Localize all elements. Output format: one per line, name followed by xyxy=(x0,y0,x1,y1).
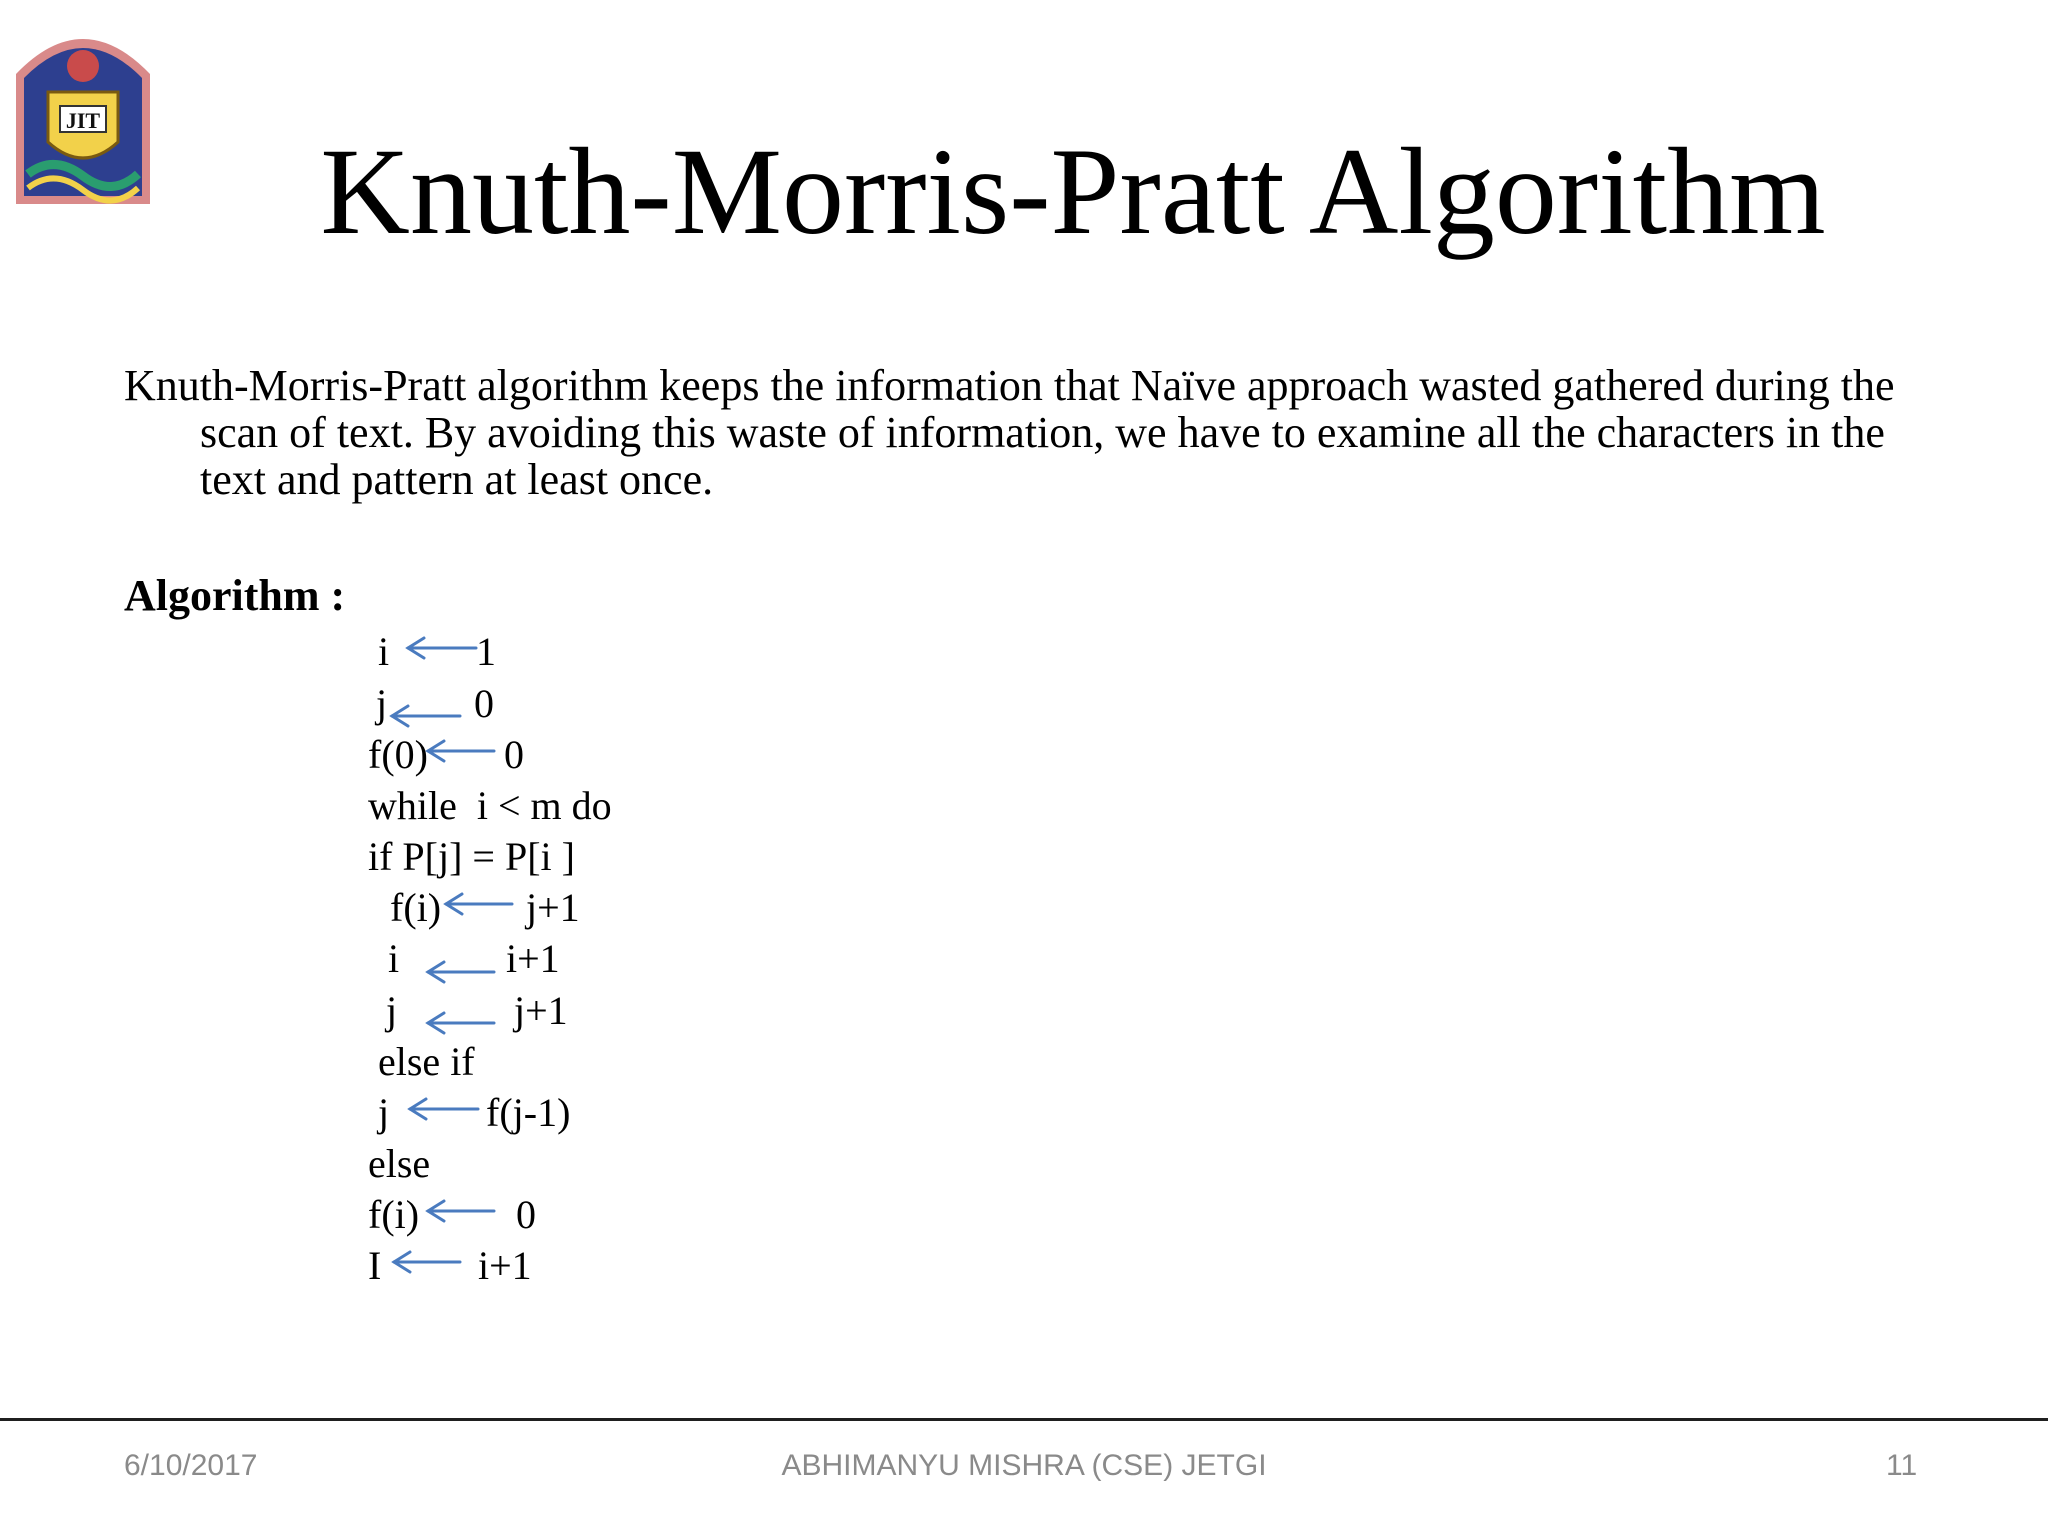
left-arrow-icon xyxy=(410,1099,478,1119)
algo-line-12-lhs: f(i) xyxy=(368,1192,420,1237)
footer-author: ABHIMANYU MISHRA (CSE) JETGI xyxy=(781,1449,1267,1482)
left-arrow-icon xyxy=(394,1252,460,1272)
algo-line-if: if P[j] = P[i ] xyxy=(368,834,575,879)
left-arrow-icon xyxy=(428,1013,494,1033)
algo-line-3-lhs: f(0) xyxy=(368,732,428,777)
algo-line-12-rhs: 0 xyxy=(516,1192,536,1237)
description-paragraph: Knuth-Morris-Pratt algorithm keeps the information that Naïve approach wasted gathered during the scan of text. By avoiding this waste of information, we have to examine all the characters in the text and pattern at least once. xyxy=(124,361,1895,504)
left-arrow-icon xyxy=(408,638,476,658)
left-arrow-icon xyxy=(392,706,460,726)
algo-line-6-lhs: f(i) xyxy=(390,885,442,930)
algo-line-13-lhs: I xyxy=(368,1243,382,1288)
algo-line-13-rhs: i+1 xyxy=(478,1243,532,1288)
algo-line-10-lhs: j xyxy=(378,1090,390,1135)
algo-line-1-lhs: i xyxy=(378,629,390,674)
algo-line-while: while i < m do xyxy=(368,783,612,828)
algorithm-heading: Algorithm : xyxy=(124,571,346,620)
left-arrow-icon xyxy=(428,741,494,761)
algo-line-7-rhs: i+1 xyxy=(506,936,560,981)
algo-line-1-rhs: 1 xyxy=(476,629,496,674)
algo-line-else: else xyxy=(368,1141,431,1186)
logo-text: JIT xyxy=(65,108,101,133)
left-arrow-icon xyxy=(428,1201,494,1221)
left-arrow-icon xyxy=(446,894,512,914)
algo-line-2-lhs: j xyxy=(376,681,388,726)
algo-line-6-rhs: j+1 xyxy=(526,885,580,930)
algo-line-7-lhs: i xyxy=(388,936,400,981)
algo-line-10-rhs: f(j-1) xyxy=(486,1090,571,1135)
algo-line-8-rhs: j+1 xyxy=(514,988,568,1033)
algo-line-3-rhs: 0 xyxy=(504,732,524,777)
footer-page-number: 11 xyxy=(1886,1449,1918,1482)
algo-line-2-rhs: 0 xyxy=(474,681,494,726)
algo-line-8-lhs: j xyxy=(386,988,398,1033)
slide-title-text: Knuth-Morris-Pratt Algorithm xyxy=(320,123,1826,260)
algo-line-else-if: else if xyxy=(378,1039,475,1084)
footer-date: 6/10/2017 xyxy=(124,1449,258,1482)
left-arrow-icon xyxy=(428,962,494,982)
footer-divider xyxy=(0,1418,2048,1421)
